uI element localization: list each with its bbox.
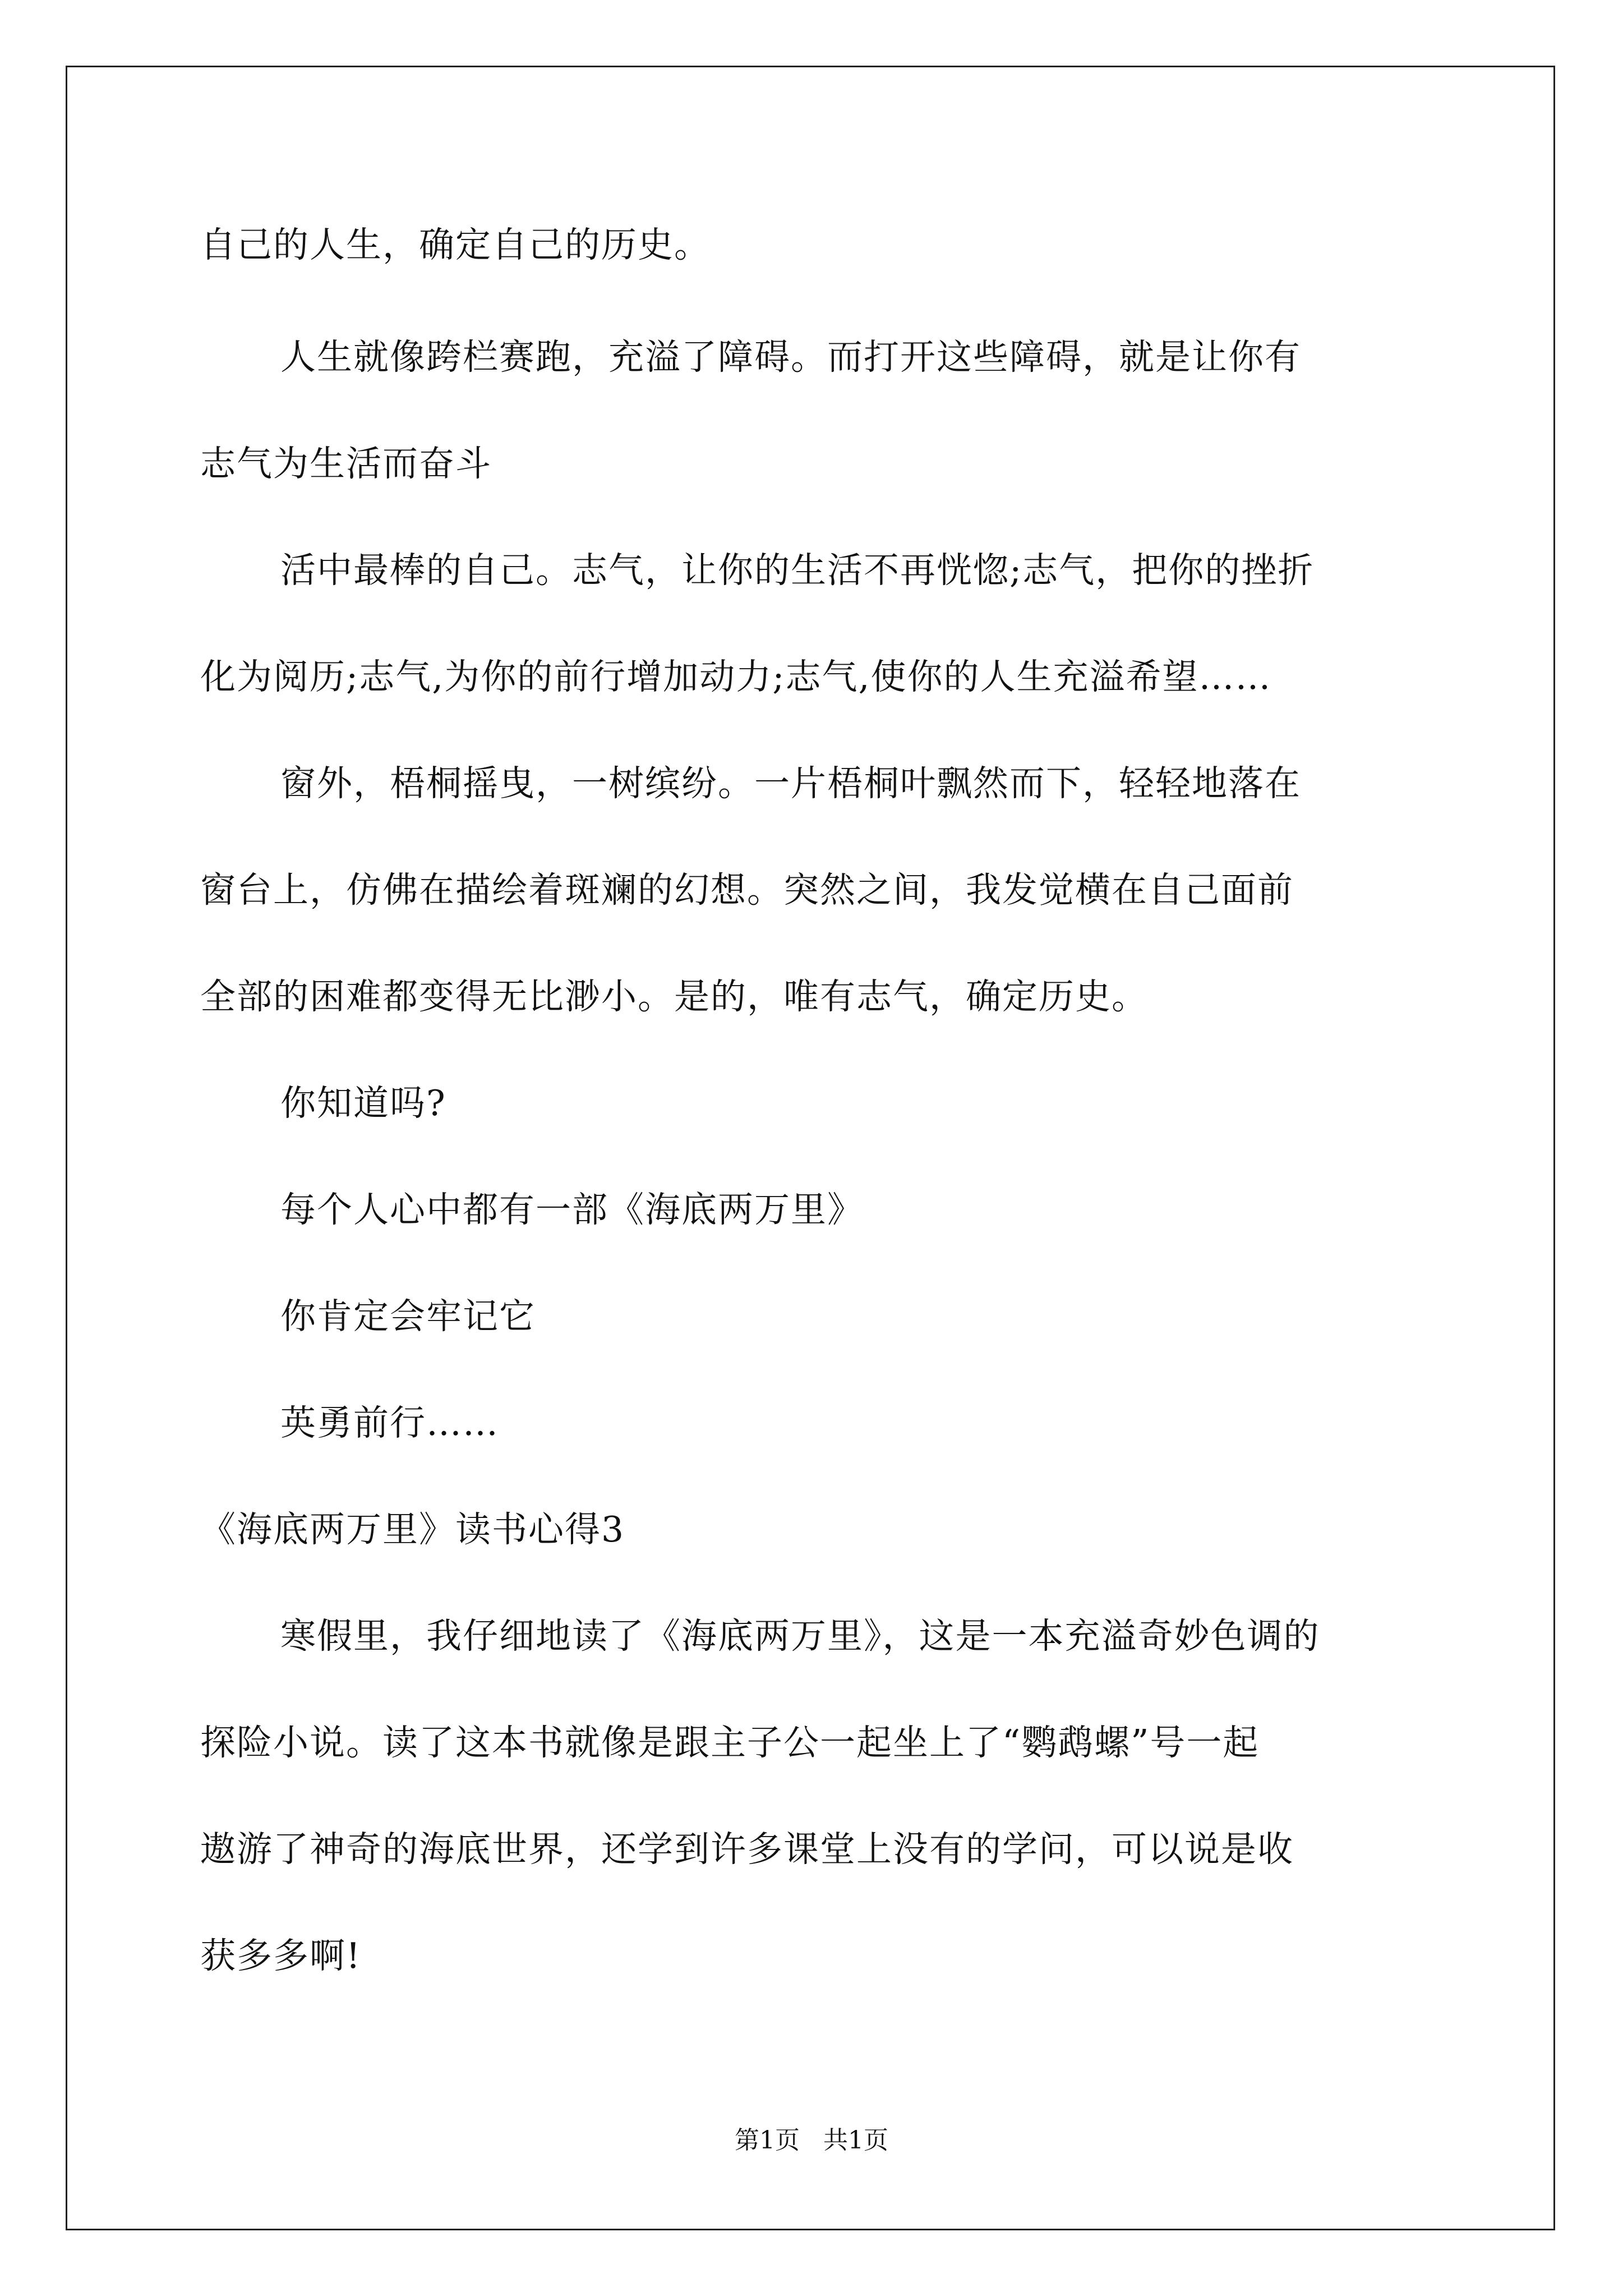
paragraph-line: 遨游了神奇的海底世界，还学到许多课堂上没有的学问，可以说是收 [200,1829,1294,1870]
paragraph-line: 窗外，梧桐摇曳，一树缤纷。一片梧桐叶飘然而下，轻轻地落在 [280,763,1301,804]
paragraph-line: 自己的人生，确定自己的历史。 [200,224,711,265]
paragraph-line: 寒假里，我仔细地读了《海底两万里》，这是一本充溢奇妙色调的 [280,1616,1320,1657]
paragraph-line: 英勇前行…… [280,1402,499,1443]
paragraph-line: 获多多啊! [200,1935,362,1976]
paragraph-line: 窗台上，仿佛在描绘着斑斓的幻想。突然之间，我发觉横在自己面前 [200,869,1294,910]
paragraph-line: 你肯定会牢记它 [280,1296,536,1337]
section-heading: 《海底两万里》读书心得3 [200,1509,625,1550]
paragraph-line: 你知道吗? [280,1083,446,1124]
paragraph-line: 每个人心中都有一部《海底两万里》 [280,1189,864,1230]
paragraph-line: 活中最棒的自己。志气，让你的生活不再恍惚;志气，把你的挫折 [280,550,1315,591]
paragraph-line: 志气为生活而奋斗 [200,443,492,484]
page-footer: 第1页 共1页 [735,2126,888,2155]
paragraph-line: 化为阅历;志气,为你的前行增加动力;志气,使你的人生充溢希望…… [200,656,1272,697]
paragraph-line: 全部的困难都变得无比渺小。是的，唯有志气，确定历史。 [200,976,1148,1017]
paragraph-line: 探险小说。读了这本书就像是跟主子公一起坐上了“鹦鹉螺”号一起 [200,1722,1260,1763]
paragraph-line: 人生就像跨栏赛跑，充溢了障碍。而打开这些障碍，就是让你有 [280,337,1301,378]
page-border [66,66,1555,2230]
